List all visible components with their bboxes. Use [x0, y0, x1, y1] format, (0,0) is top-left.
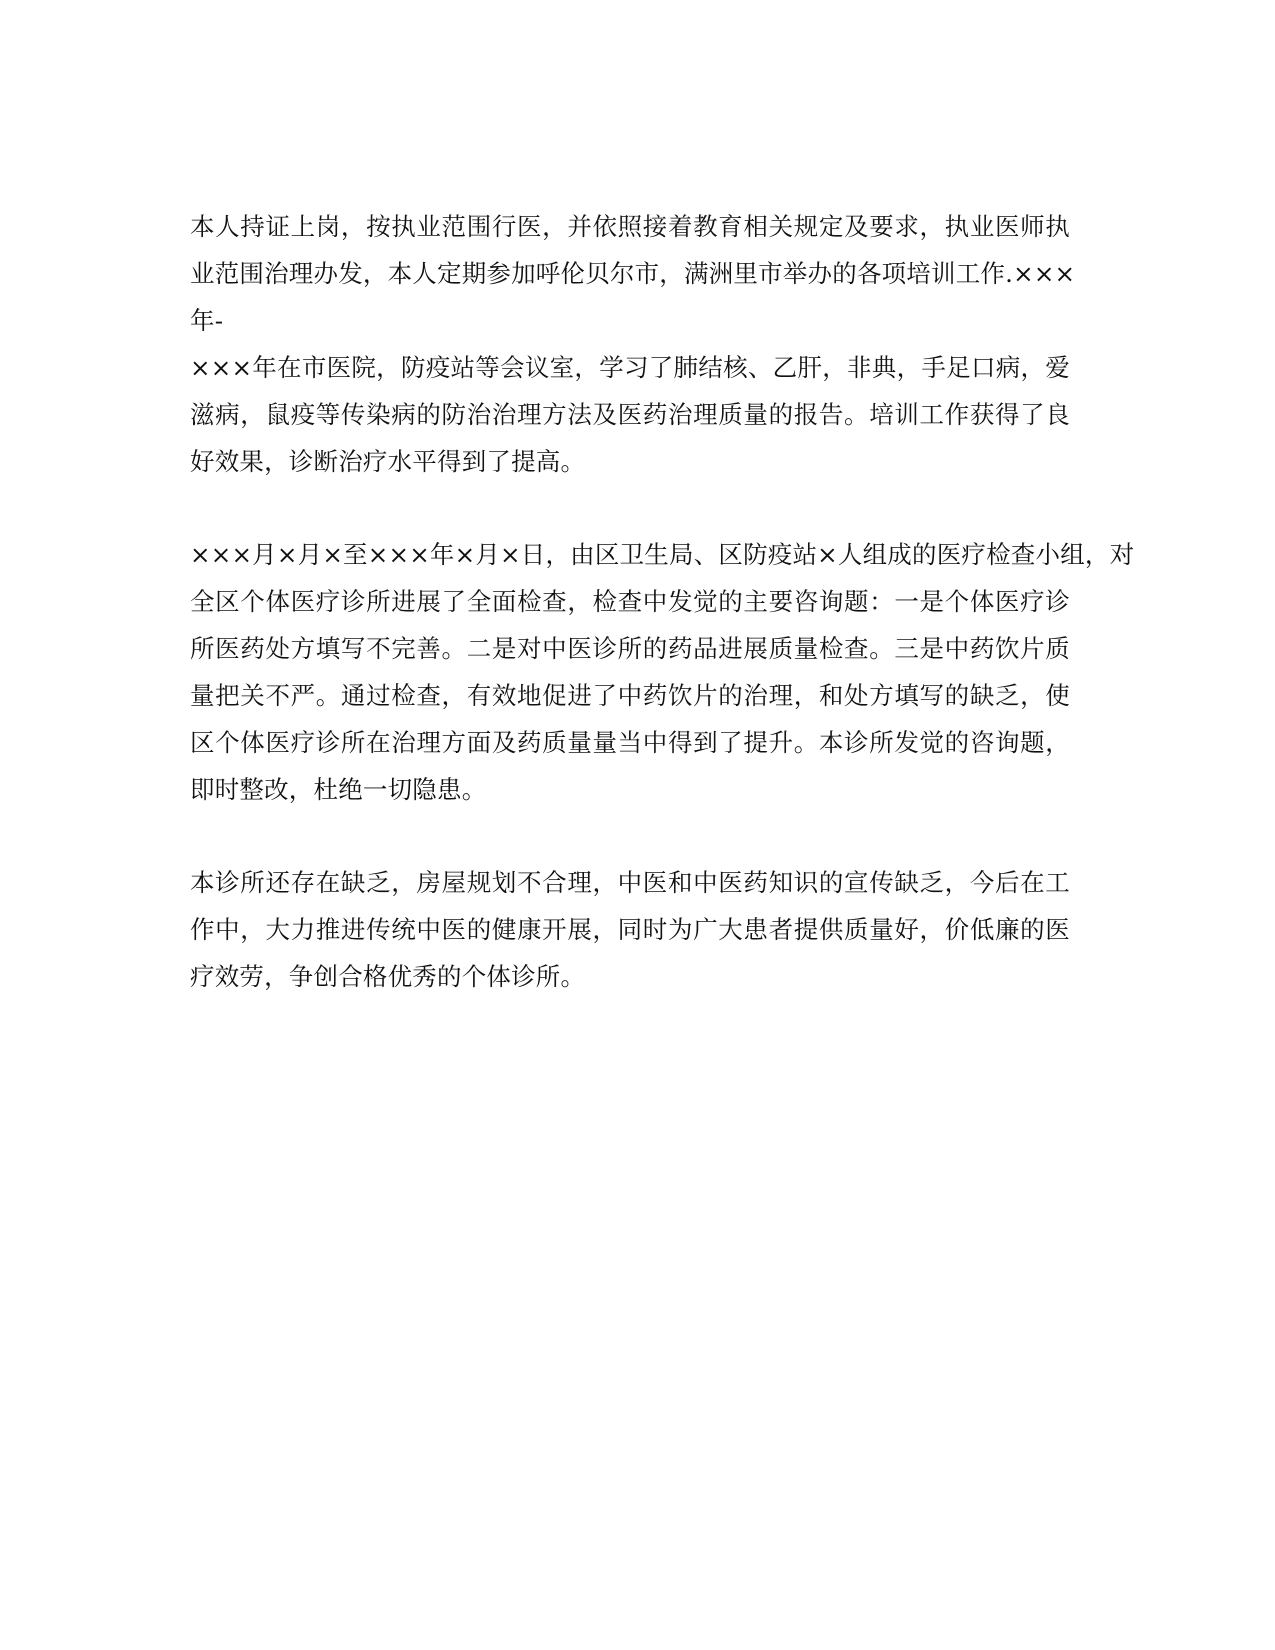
text-line: 业范围治理办发，本人定期参加呼伦贝尔市，满洲里市举办的各项培训工作.××× [190, 259, 1076, 288]
text-line: 滋病，鼠疫等传染病的防治治理方法及医药治理质量的报告。培训工作获得了良 [190, 400, 1070, 429]
text-line: 全区个体医疗诊所进展了全面检查，检查中发觉的主要咨询题：一是个体医疗诊 [190, 587, 1070, 616]
text-line: 疗效劳，争创合格优秀的个体诊所。 [190, 962, 586, 991]
text-line: 所医药处方填写不完善。二是对中医诊所的药品进展质量检查。三是中药饮片质 [190, 634, 1070, 663]
paragraph-inspection [190, 531, 1135, 813]
text-line: ×××月×月×至×××年×月×日，由区卫生局、区防疫站×人组成的医疗检查小组，对 [190, 540, 1135, 569]
paragraph-spacer [190, 813, 1070, 859]
text-line: 年- [190, 306, 224, 335]
text-line: ×××年在市医院，防疫站等会议室，学习了肺结核、乙肝，非典，手足口病，爱 [190, 353, 1070, 382]
paragraph-training [190, 203, 1076, 485]
paragraph-spacer [190, 485, 1070, 531]
document-body [190, 203, 1135, 1000]
text-line: 区个体医疗诊所在治理方面及药质量量当中得到了提升。本诊所发觉的咨询题， [190, 728, 1070, 757]
text-line: 作中，大力推进传统中医的健康开展，同时为广大患者提供质量好，价低廉的医 [190, 915, 1070, 944]
text-line: 即时整改，杜绝一切隐患。 [190, 775, 487, 804]
paragraph-shortcomings [190, 859, 1070, 1000]
text-line: 好效果，诊断治疗水平得到了提高。 [190, 447, 586, 476]
text-line: 本诊所还存在缺乏，房屋规划不合理，中医和中医药知识的宣传缺乏，今后在工 [190, 868, 1070, 897]
text-line: 本人持证上岗，按执业范围行医，并依照接着教育相关规定及要求，执业医师执 [190, 212, 1070, 241]
text-line: 量把关不严。通过检查，有效地促进了中药饮片的治理，和处方填写的缺乏，使 [190, 681, 1070, 710]
